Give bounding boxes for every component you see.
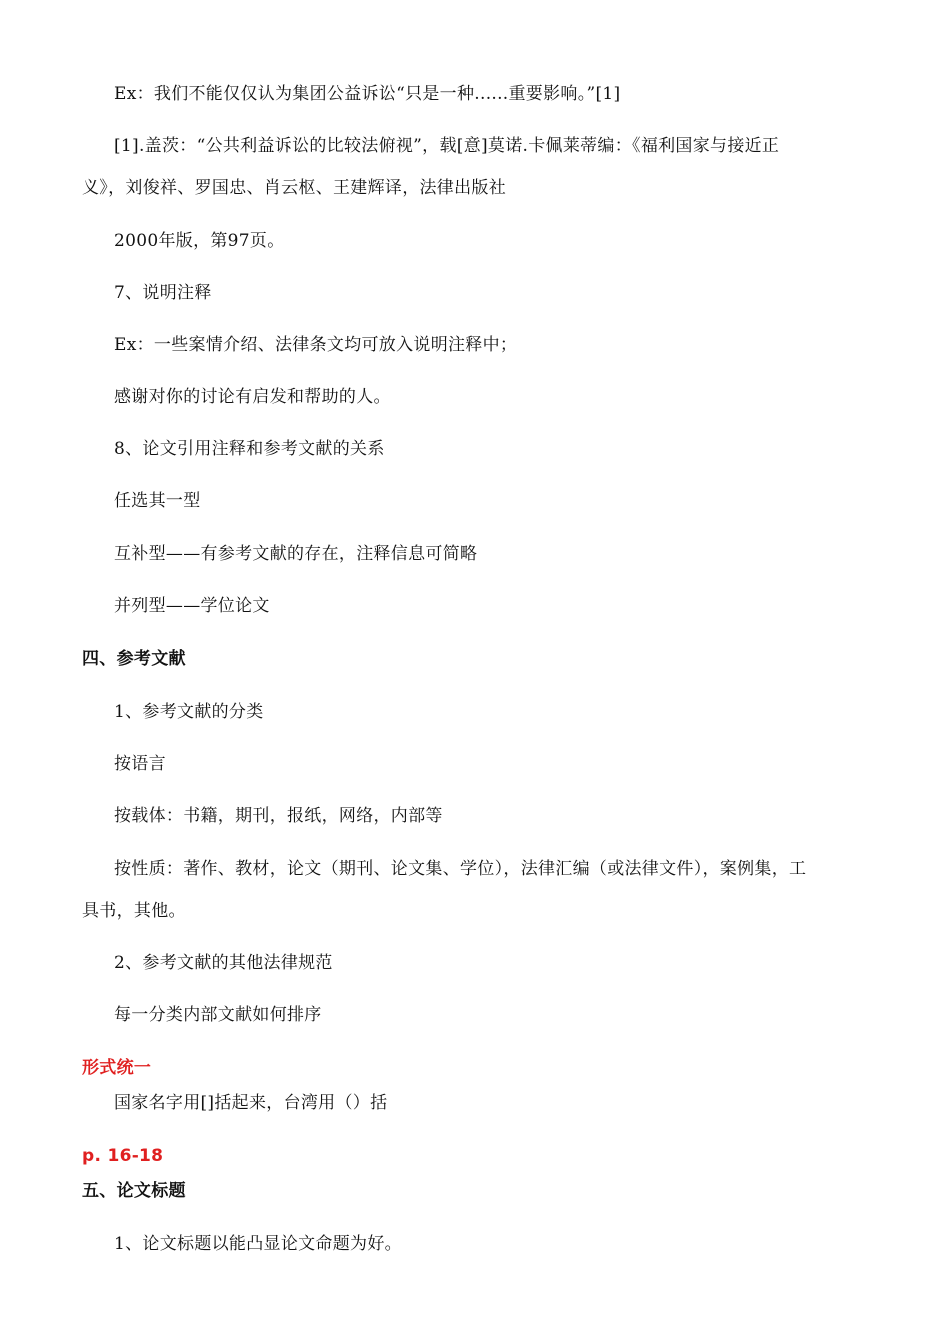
choose-one-type: 任选其一型 [114, 491, 201, 511]
footnote-line-2: 义》，刘俊祥、罗国忠、肖云枢、王建辉译，法律出版社 [82, 178, 506, 198]
uniform-format-heading: 形式统一 [82, 1058, 152, 1078]
section-4-item-1: 1、参考文献的分类 [114, 702, 264, 722]
page-reference: p. 16-18 [82, 1146, 164, 1166]
by-language: 按语言 [114, 754, 166, 774]
item-8-relationship: 8、论文引用注释和参考文献的关系 [114, 439, 385, 459]
section-4-heading: 四、参考文献 [82, 649, 186, 669]
footnote-line-3: 2000年版，第97页。 [114, 231, 285, 251]
complementary-type: 互补型——有参考文献的存在，注释信息可简略 [114, 544, 478, 564]
thanks-note: 感谢对你的讨论有启发和帮助的人。 [114, 387, 391, 407]
example-case-notes: Ex：一些案情介绍、法律条文均可放入说明注释中； [114, 335, 518, 355]
section-5-heading: 五、论文标题 [82, 1181, 186, 1201]
footnote-line-1: [1].盖茨：“公共利益诉讼的比较法俯视”，载[意]莫诺.卡佩莱蒂编：《福利国家与接近正 [114, 136, 780, 156]
section-4-item-2: 2、参考文献的其他法律规范 [114, 953, 333, 973]
country-names-note: 国家名字用[]括起来，台湾用（）括 [114, 1093, 388, 1113]
parallel-type: 并列型——学位论文 [114, 596, 270, 616]
example-collective-litigation: Ex：我们不能仅仅认为集团公益诉讼“只是一种......重要影响。”[1] [114, 84, 621, 104]
ordering-note: 每一分类内部文献如何排序 [114, 1005, 322, 1025]
section-5-item-1: 1、论文标题以能凸显论文命题为好。 [114, 1234, 402, 1254]
by-carrier: 按载体：书籍，期刊，报纸，网络，内部等 [114, 806, 443, 826]
item-7-explanatory-notes: 7、说明注释 [114, 283, 212, 303]
by-nature-line-2: 具书，其他。 [82, 901, 186, 921]
by-nature-line-1: 按性质：著作、教材，论文（期刊、论文集、学位），法律汇编（或法律文件），案例集，工 [114, 859, 807, 879]
